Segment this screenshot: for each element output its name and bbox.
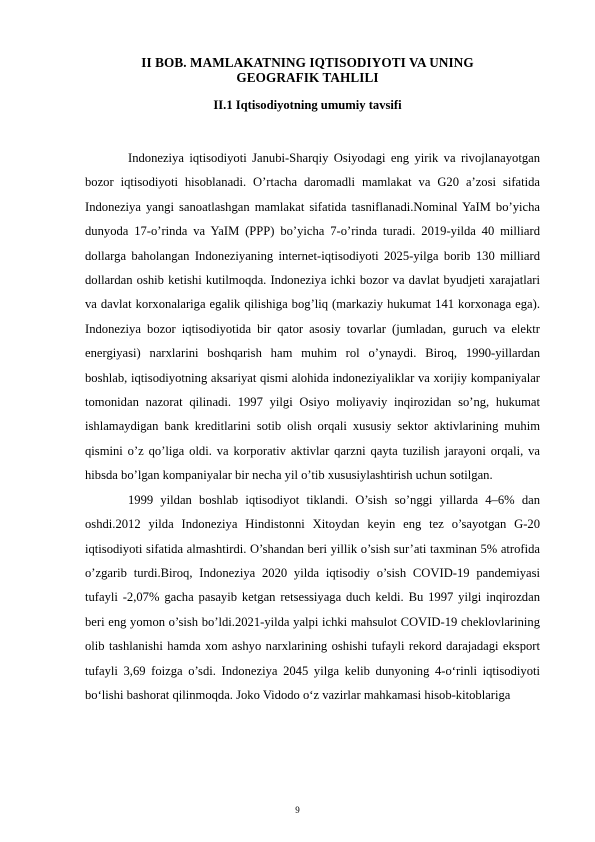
page-number: 9 (295, 805, 300, 815)
body-text (85, 146, 540, 707)
chapter-title (60, 55, 555, 85)
chapter-title-line-2: GEOGRAFIK TAHLILI (236, 70, 379, 85)
section-title: II.1 Iqtisodiyotning umumiy tavsifi (213, 98, 402, 112)
chapter-title-line-1: II BOB. MAMLAKATNING IQTISODIYOTI VA UNING (141, 55, 474, 70)
paragraph-1: Indoneziya iqtisodiyoti Janubi-Sharqiy Osiyodagi eng yirik va rivojlanayotgan bozor iqtisodiyoti hisoblanadi. O’rtacha daromadli mamlakat va G20 a’zosi sifatida Indoneziya yangi sanoatlashgan mamlakat sifatida tasniflanadi.Nominal YaIM bo’yicha dunyoda 17-o’rinda va YaIM (PPP) bo’yicha 7-o’rinda turadi. 2019-yilda 40 milliard dollarga baholangan Indoneziyaning internet-iqtisodiyoti 2025-yilga borib 130 milliard dollardan oshib ketishi kutilmoqda. Indoneziya ichki bozor va davlat byudjeti xarajatlari va davlat korxonalariga egalik qilishiga bog’liq (markaziy hukumat 141 korxonaga ega). Indoneziya bozor iqtisodiyotida bir qator asosiy tovarlar (jumladan, guruch va elektr energiyasi) narxlarini boshqarish ham muhim rol o’ynaydi. Biroq, 1990-yillardan boshlab, iqtisodiyotning aksariyat qismi alohida indoneziyaliklar va xorijiy kompaniyalar tomonidan nazorat qilinadi. 1997 yilgi Osiyo moliyaviy inqirozidan so’ng, hukumat ishlamaydigan bank kreditlarini sotib olish orqali xususiy sektor aktivlarining muhim qismini o’z qo’liga oldi. va korporativ aktivlar qarzni qayta tuzilish jarayoni orqali, va hibsda bo’lgan kompaniyalar bir necha yil o’tib xususiylashtirish uchun sotilgan. (85, 151, 540, 483)
paragraph-2: 1999 yildan boshlab iqtisodiyot tiklandi. O’sish so’nggi yillarda 4–6% dan oshdi.2012 yilda Indoneziya Hindistonni Xitoydan keyin eng tez o’sayotgan G-20 iqtisodiyoti sifatida almashtirdi. O’shandan beri yillik o’sish sur’ati taxminan 5% atrofida o’zgarib turdi.Biroq, Indoneziya 2020 yilda iqtisodiy o’sish COVID-19 pandemiyasi tufayli -2,07% gacha pasayib ketgan retsessiyaga duch keldi. Bu 1997 yilgi inqirozdan beri eng yomon o’sish bo’ldi.2021-yilda yalpi ichki mahsulot COVID-19 cheklovlarining olib tashlanishi hamda xom ashyo narxlarining oshishi tufayli rekord darajadagi eksport tufayli 3,69 foizga o’sdi. Indoneziya 2045 yilga kelib dunyoning 4-o‘rinli iqtisodiyoti bo‘lishi bashorat qilinmoqda. Joko Vidodo o‘z vazirlar mahkamasi hisob-kitoblariga (85, 492, 540, 702)
